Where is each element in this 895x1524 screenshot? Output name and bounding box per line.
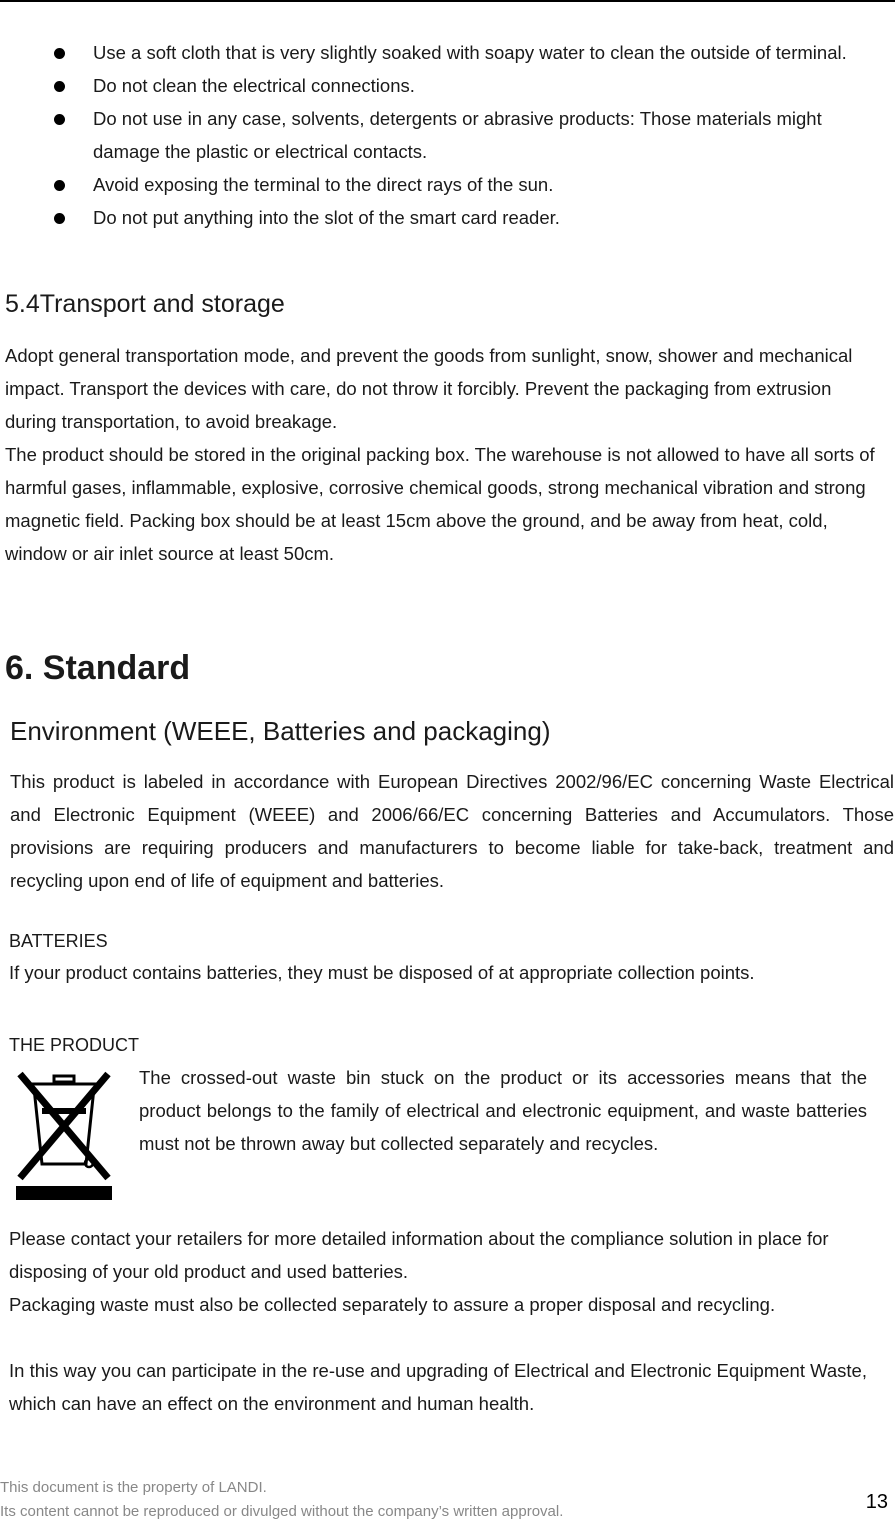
footer-property-note: This document is the property of LANDI. xyxy=(0,1479,267,1496)
product-paragraph: The crossed-out waste bin stuck on the product or its accessories means that the product belongs to the family of electrical and electronic equipment, and waste batteries must not be thrown away but collected separately and recycles. xyxy=(139,1067,867,1154)
standard-heading: 6. Standard xyxy=(5,649,191,687)
list-item: Do not put anything into the slot of the smart card reader. xyxy=(0,201,895,234)
footer-copyright-note: Its content cannot be reproduced or divulged without the company’s written approval. xyxy=(0,1503,564,1520)
list-item: Use a soft cloth that is very slightly soaked with soapy water to clean the outside of terminal. xyxy=(0,36,895,69)
list-item: Avoid exposing the terminal to the direct rays of the sun. xyxy=(0,168,895,201)
footer xyxy=(0,1476,563,1524)
transport-paragraph: Adopt general transportation mode, and prevent the goods from sunlight, snow, shower and mechanical impact. Transport the devices with care, do not throw it forcibly. Prevent the packaging from extrusion during transportation, to avoid breakage. xyxy=(5,345,853,432)
bullet-dot-icon xyxy=(54,213,65,224)
bullet-dot-icon xyxy=(54,81,65,92)
weee-directive-paragraph: This product is labeled in accordance with European Directives 2002/96/EC concerning Waste Electrical and Electronic Equipment (WEEE) and 2006/66/EC concerning Batteries and Accumulators. Those provisions are requiring producers and manufacturers to become liable for take-back, treatment and recycling upon end of life of equipment and batteries. xyxy=(10,771,894,891)
transport-storage-heading: 5.4Transport and storage xyxy=(5,290,285,318)
bullet-dot-icon xyxy=(54,180,65,191)
care-bullet-list xyxy=(0,36,895,234)
product-label: THE PRODUCT xyxy=(9,1035,139,1055)
crossed-out-wheelie-bin-icon xyxy=(14,1068,114,1202)
bullet-dot-icon xyxy=(54,48,65,59)
environment-heading: Environment (WEEE, Batteries and packaging) xyxy=(10,716,551,746)
list-item: Do not clean the electrical connections. xyxy=(0,69,895,102)
contact-paragraph: Please contact your retailers for more detailed information about the compliance solution in place for disposing of your old product and used batteries. xyxy=(9,1228,829,1282)
batteries-paragraph: If your product contains batteries, they must be disposed of at appropriate collection points. xyxy=(9,962,755,983)
page-number: 13 xyxy=(865,1491,888,1513)
bullet-dot-icon xyxy=(54,114,65,125)
reuse-paragraph: In this way you can participate in the re-use and upgrading of Electrical and Electronic Equipment Waste, which can have an effect on the environment and human health. xyxy=(9,1360,867,1414)
batteries-label: BATTERIES xyxy=(9,931,108,951)
top-rule xyxy=(0,0,895,2)
list-item: Do not use in any case, solvents, detergents or abrasive products: Those materials might damage the plastic or electrical contacts. xyxy=(0,102,895,168)
packaging-paragraph: Packaging waste must also be collected separately to assure a proper disposal and recycling. xyxy=(9,1294,776,1315)
storage-paragraph: The product should be stored in the original packing box. The warehouse is not allowed to have all sorts of harmful gases, inflammable, explosive, corrosive chemical goods, strong mechanical vibration and strong magnetic field. Packing box should be at least 15cm above the ground, and be away from heat, cold, window or air inlet source at least 50cm. xyxy=(5,444,875,564)
